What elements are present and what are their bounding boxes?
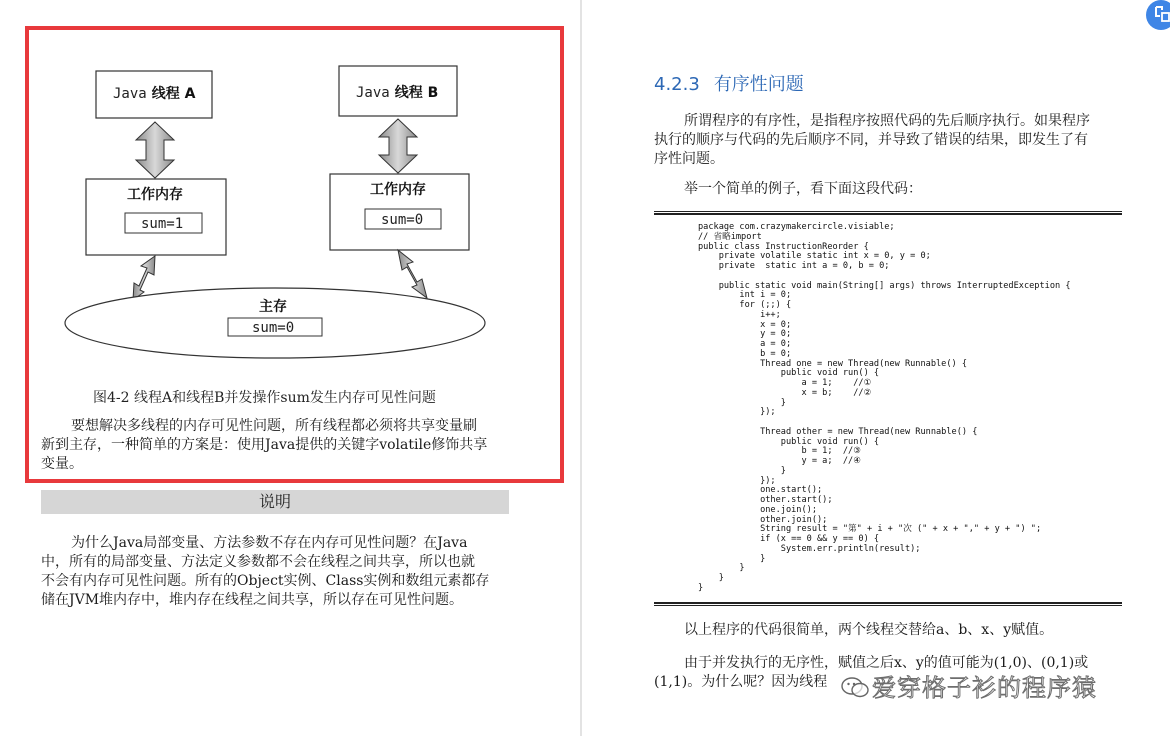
note-line-1: 为什么Java局部变量、方法参数不存在内存可见性问题？在Java <box>71 535 468 551</box>
code-line: Thread other = new Thread(new Runnable() { <box>698 426 978 437</box>
svg-text:Java线程 B <box>356 84 438 101</box>
code-line: private volatile static int x = 0, y = 0; <box>698 251 931 262</box>
sum-main-value: sum=0 <box>252 320 295 336</box>
left-para1-line-3: 变量。 <box>41 456 83 472</box>
code-line: } <box>698 465 786 476</box>
thread-b-suffix: 线程 B <box>394 85 439 101</box>
sum-b-value: sum=0 <box>381 212 424 228</box>
work-memory-a-box <box>86 179 226 255</box>
section-heading <box>654 70 804 96</box>
code-rule-top <box>654 211 1122 215</box>
thread-a-suffix: 线程 A <box>151 86 196 102</box>
page-divider <box>580 0 582 736</box>
work-memory-b-box <box>330 174 469 250</box>
code-line: i++; <box>698 309 781 320</box>
right-paragraph-2: 举一个简单的例子，看下面这段代码： <box>684 181 922 197</box>
section-title: 有序性问题 <box>713 74 804 95</box>
code-line: private static int a = 0, b = 0; <box>698 261 890 271</box>
code-line: }); <box>698 475 776 486</box>
code-line: } <box>698 573 724 583</box>
work-memory-a-label: 工作内存 <box>127 187 183 203</box>
code-line: x = b; //② <box>698 387 872 398</box>
code-line: } <box>698 563 745 574</box>
code-line: public class InstructionReorder { <box>698 241 869 252</box>
memory-visibility-diagram <box>0 0 580 380</box>
code-line: b = 0; <box>698 348 792 359</box>
figure-caption: 图4-2 线程A和线程B并发操作sum发生内存可见性问题 <box>93 390 436 406</box>
section-number: 4.2.3 <box>654 74 700 95</box>
thread-b-prefix: Java <box>356 85 390 101</box>
code-line: String result = "第" + i + "次 (" + x + "," + y + ") "; <box>698 524 1042 535</box>
translate-button[interactable] <box>1146 0 1170 30</box>
wechat-bubble-icon <box>840 676 870 700</box>
code-line: Thread one = new Thread(new Runnable() { <box>698 358 968 369</box>
right-paragraph-1 <box>654 112 1124 169</box>
sum-a-value: sum=1 <box>141 216 184 232</box>
code-line: int i = 0; <box>698 290 792 301</box>
work-memory-b-label: 工作内存 <box>370 182 426 198</box>
code-line: y = 0; <box>698 329 792 340</box>
translate-icon <box>1153 5 1170 23</box>
watermark-text: 爱穿格子衫的程序猿 <box>872 674 1097 702</box>
code-line: System.err.println(result); <box>698 543 921 554</box>
note-line-3: 不会有内存可见性问题。所有的Object实例、Class实例和数组元素都存 <box>41 573 490 589</box>
arrow-work-memory-b-main <box>398 250 427 298</box>
main-memory-label: 主存 <box>259 299 287 315</box>
thread-b-box <box>339 66 457 116</box>
code-line: other.start(); <box>698 495 833 505</box>
code-line: if (x == 0 && y == 0) { <box>698 534 880 544</box>
right-para4-line-2: (1,1)。为什么呢？因为线程 <box>654 674 828 690</box>
code-line: a = 1; //① <box>698 378 872 388</box>
left-para1-line-1: 要想解决多线程的内存可见性问题，所有线程都必须将共享变量刷 <box>71 418 477 434</box>
thread-a-prefix: Java <box>113 86 147 102</box>
code-line: other.join(); <box>698 514 828 525</box>
code-line: one.start(); <box>698 485 823 496</box>
code-line: one.join(); <box>698 504 817 515</box>
note-line-4: 储在JVM堆内存中，堆内存在线程之间共享，所以存在可见性问题。 <box>41 592 464 608</box>
main-memory-ellipse <box>65 288 485 358</box>
right-para4-line-1: 由于并发执行的无序性，赋值之后x、y的值可能为(1,0)、(0,1)或 <box>684 655 1089 671</box>
code-line: y = a; //④ <box>698 456 861 466</box>
code-line: public void run() { <box>698 436 880 447</box>
code-line: x = 0; <box>698 319 792 330</box>
right-paragraph-3: 以上程序的代码很简单，两个线程交替给a、b、x、y赋值。 <box>684 622 1054 638</box>
left-paragraph-1 <box>41 417 511 474</box>
code-line: public void run() { <box>698 368 880 379</box>
code-rule-bottom <box>654 602 1122 606</box>
arrow-thread-b-work-memory <box>379 119 417 173</box>
arrow-thread-a-work-memory <box>136 122 174 178</box>
code-line: b = 1; //③ <box>698 446 861 457</box>
code-line: for (;;) { <box>698 300 792 310</box>
code-line: public static void main(String[] args) throws InterruptedException { <box>698 280 1071 291</box>
left-para1-line-2: 新到主存，一种简单的方案是：使用Java提供的关键字volatile修饰共享 <box>41 437 488 453</box>
note-body <box>41 534 511 610</box>
right-para1-line-2: 执行的顺序与代码的先后顺序不同，并导致了错误的结果，即发生了有 <box>654 132 1088 148</box>
code-line: } <box>698 553 766 564</box>
note-line-2: 中，所有的局部变量、方法定义参数都不会在线程之间共享，所以也就 <box>41 554 475 570</box>
code-line: }); <box>698 407 776 418</box>
svg-text:Java线程 A <box>113 85 196 102</box>
note-title-bar: 说明 <box>41 490 509 514</box>
code-block <box>698 223 1071 594</box>
code-line: a = 0; <box>698 339 792 349</box>
arrow-work-memory-a-main <box>133 256 155 300</box>
code-line: package com.crazymakercircle.visiable; <box>698 222 895 232</box>
right-para1-line-3: 序性问题。 <box>654 151 724 167</box>
thread-a-box <box>96 71 212 118</box>
right-para1-line-1: 所谓程序的有序性，是指程序按照代码的先后顺序执行。如果程序 <box>684 113 1090 129</box>
code-line: } <box>698 397 786 408</box>
code-line: // 省略import <box>698 231 762 242</box>
code-line: } <box>698 582 704 593</box>
